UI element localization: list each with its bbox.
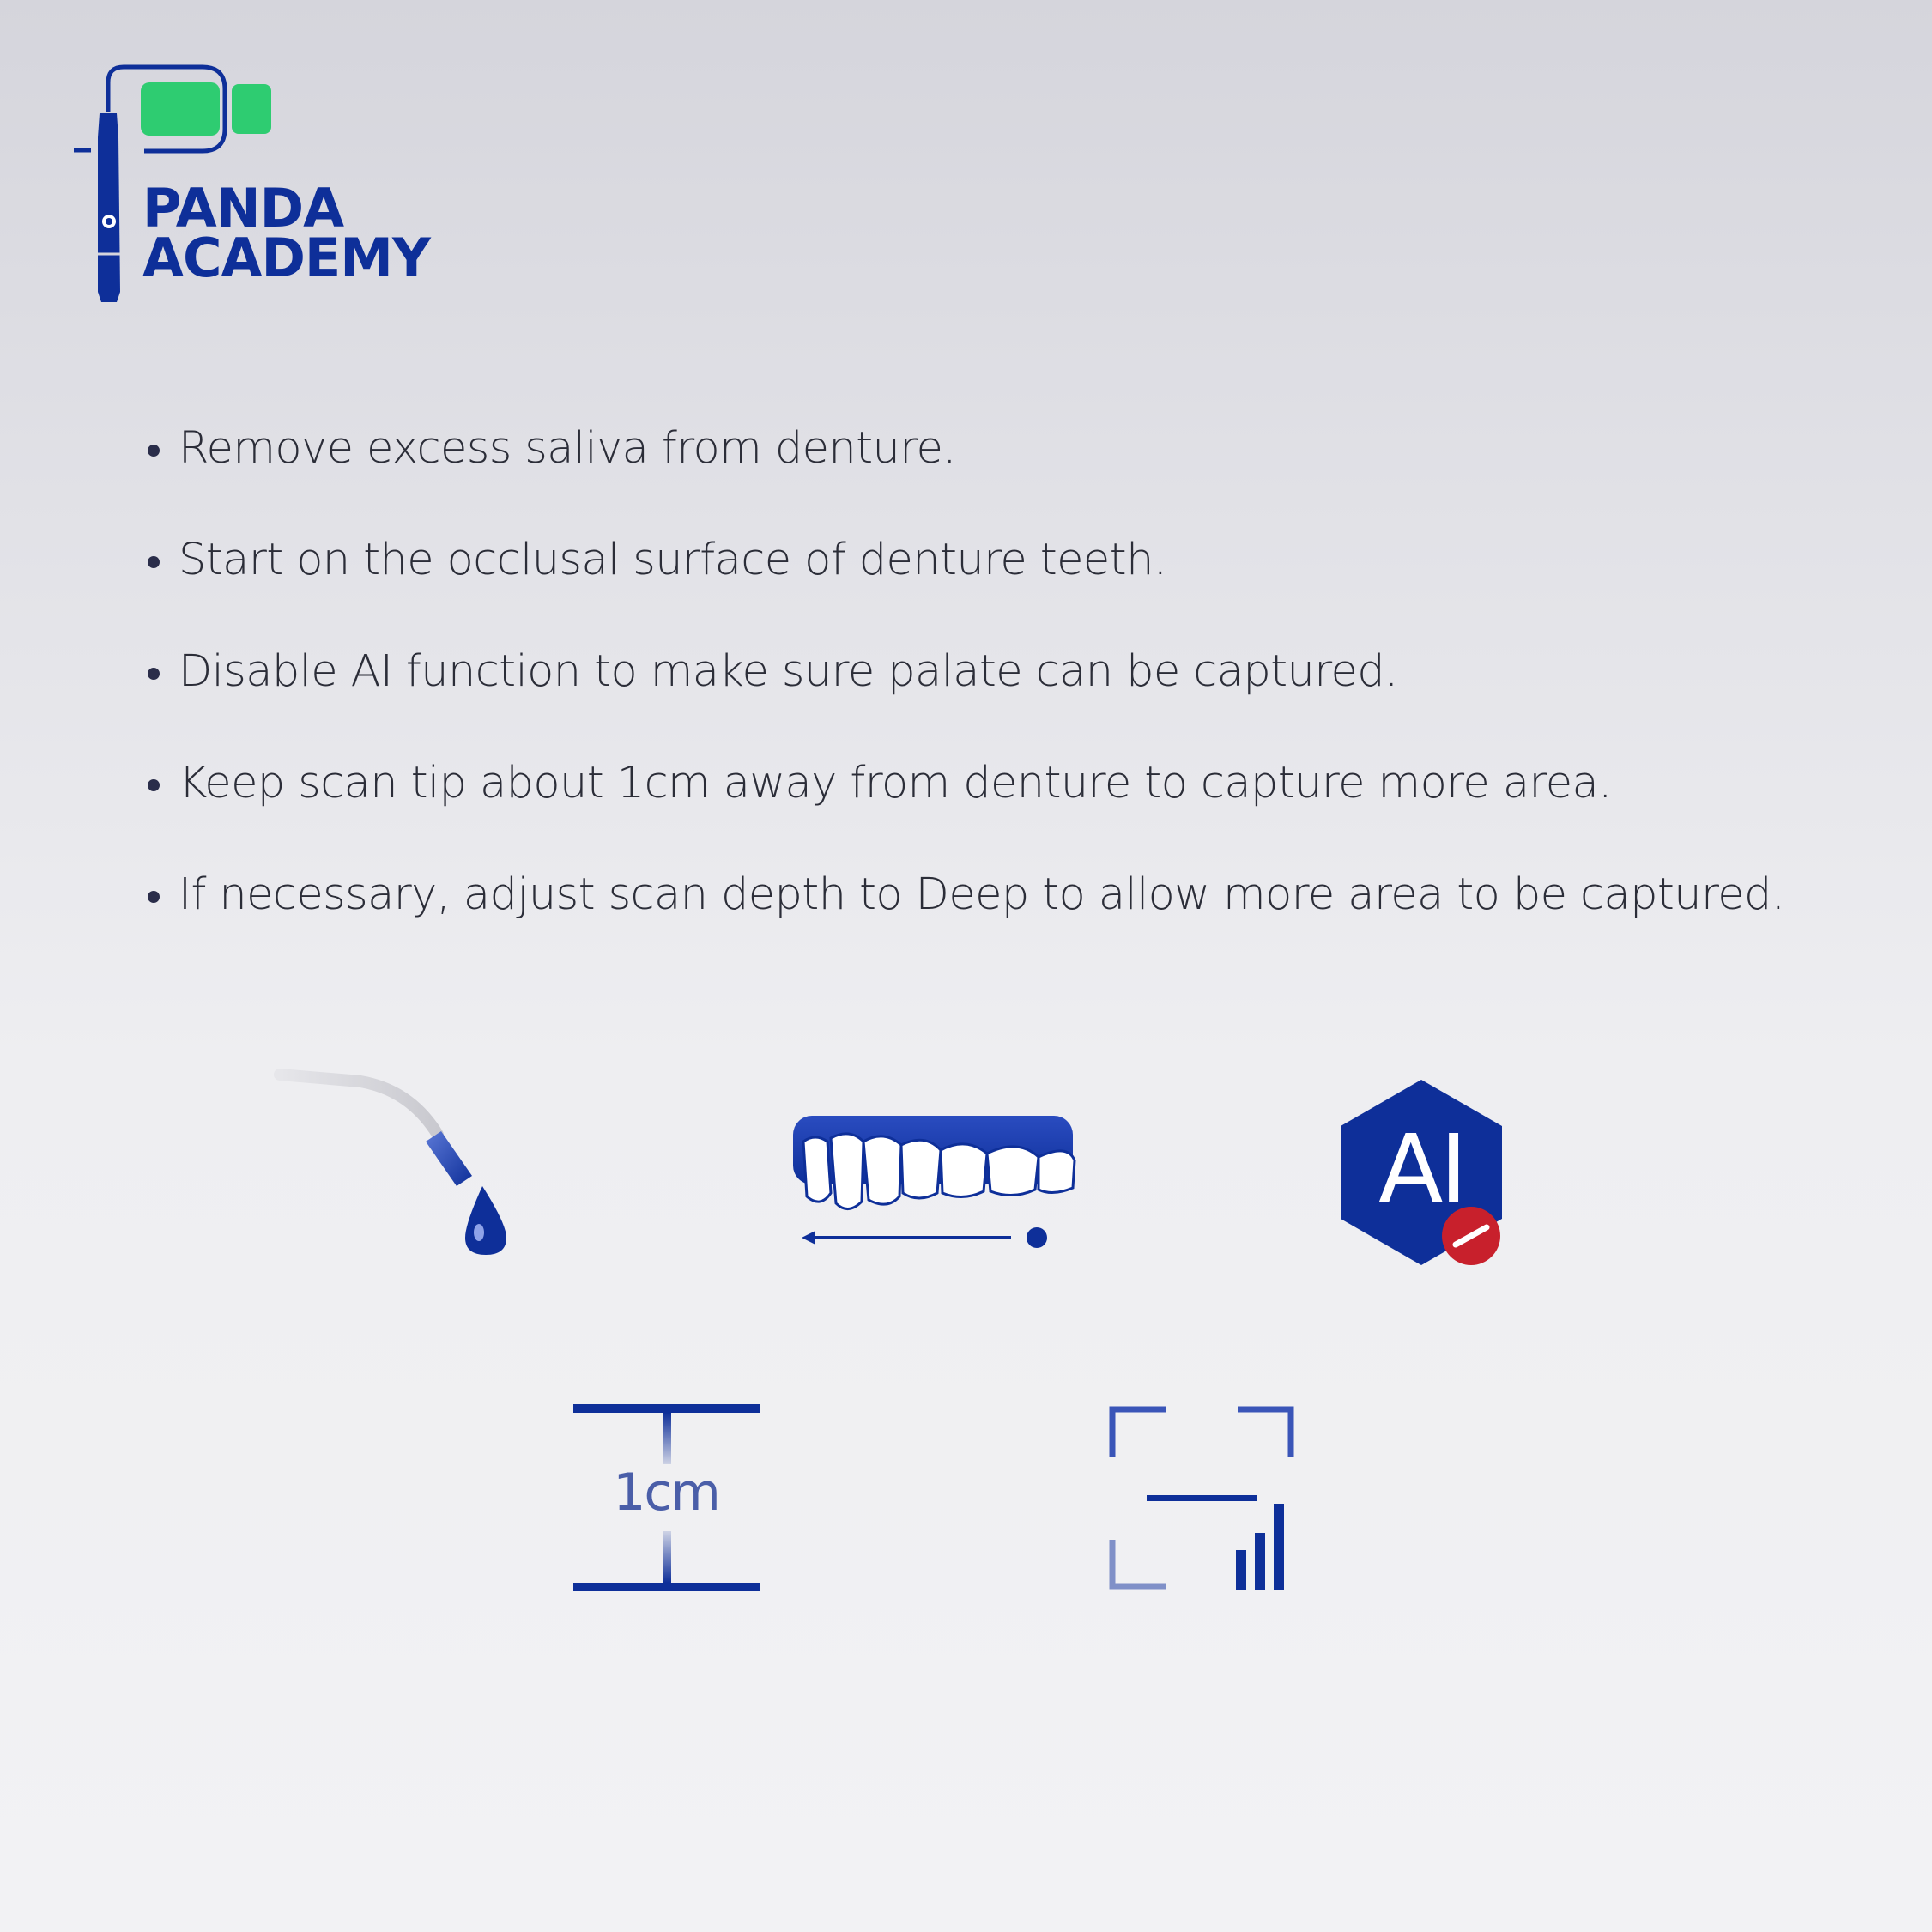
bullet-dot bbox=[148, 891, 160, 903]
bullet-dot bbox=[148, 445, 160, 457]
ai-label: AI bbox=[1378, 1114, 1464, 1224]
tip-text: Disable AI function to make sure palate can be captured. bbox=[179, 646, 1398, 697]
tip-text: Keep scan tip about 1cm away from denture to capture more area. bbox=[179, 758, 1612, 809]
tip-text: Start on the occlusal surface of denture teeth. bbox=[179, 535, 1167, 585]
denture-teeth-icon bbox=[781, 1107, 1090, 1262]
brand-line-2: ACADEMY bbox=[142, 227, 430, 289]
bullet-dot bbox=[148, 556, 160, 568]
bullet-dot bbox=[148, 668, 160, 680]
bullet-dot bbox=[148, 779, 160, 791]
tip-text: If necessary, adjust scan depth to Deep to allow more area to be captured. bbox=[179, 869, 1785, 920]
air-water-syringe-icon bbox=[257, 1056, 541, 1279]
panda-academy-logo bbox=[0, 0, 515, 326]
brand-line-1: PANDA bbox=[142, 177, 344, 239]
distance-label: 1cm bbox=[613, 1463, 719, 1523]
scan-depth-icon bbox=[1107, 1404, 1305, 1602]
tip-text: Remove excess saliva from denture. bbox=[179, 423, 956, 474]
